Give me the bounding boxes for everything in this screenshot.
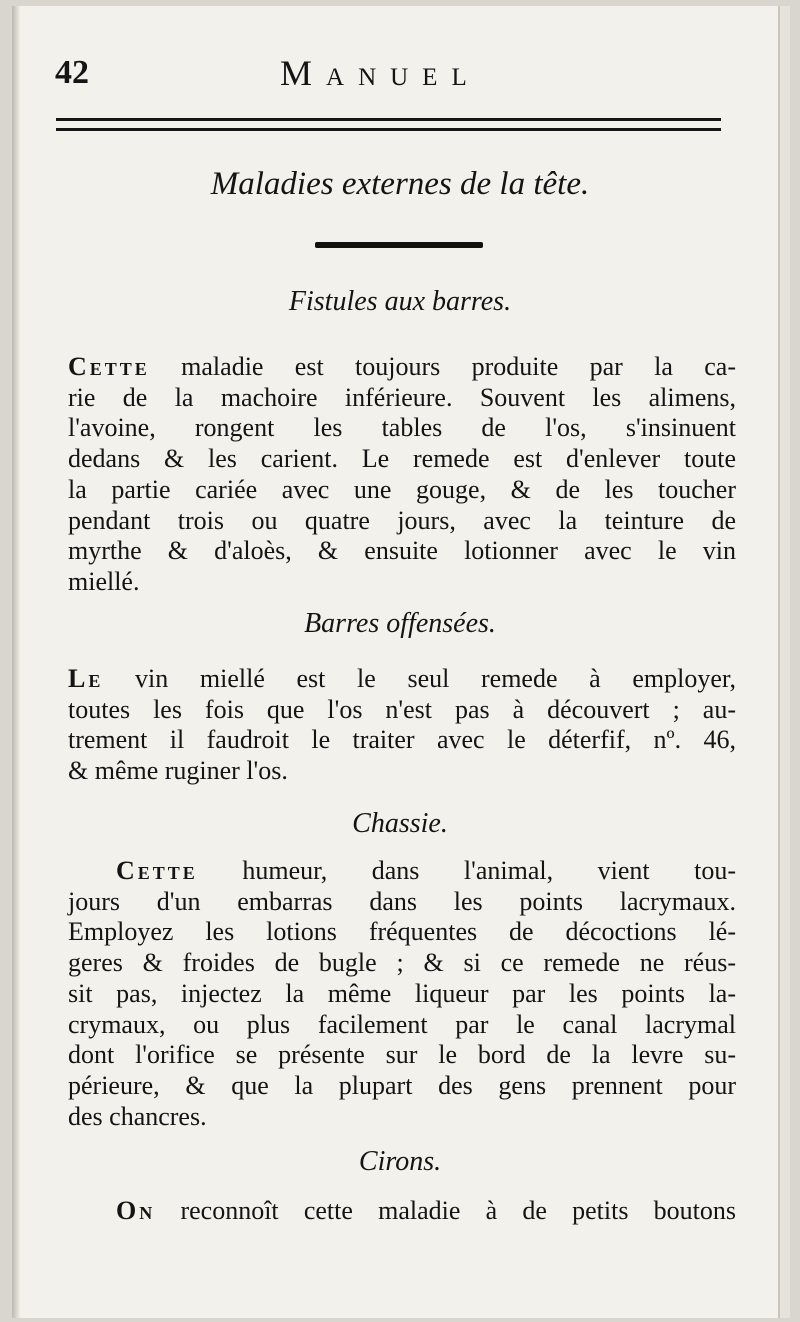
paragraph-line: Employez les lotions fréquentes de décoctions lé- [68,917,736,947]
paragraph-line: l'avoine, rongent les tables de l'os, s'insinuent [68,413,736,443]
paragraph-line: pendant trois ou quatre jours, avec la teinture de [68,505,736,535]
paragraph-chassie [68,856,736,1132]
paragraph-line: crymaux, ou plus facilement par le canal lacrymal [68,1009,736,1039]
paragraph-line: la partie cariée avec une gouge, & de les toucher [68,474,736,504]
chapter-title: Maladies externes de la tête. [210,166,590,202]
paragraph-line: périeure, & que la plupart des gens prennent pour [68,1070,736,1100]
drop-word: On [116,1196,156,1225]
drop-word: Cette [68,352,150,381]
paragraph-line: trement il faudroit le traiter avec le déterfif, nº. 46, [68,725,736,755]
running-header [55,50,725,100]
paragraph-line: dedans & les carient. Le remede est d'enlever toute [68,444,736,474]
paragraph-line: dont l'orifice se présente sur le bord de la levre su- [68,1040,736,1070]
paragraph-line: miellé. [68,566,140,596]
paragraph-line: geres & froides de bugle ; & si ce remede ne réus- [68,948,736,978]
paragraph-line: des chancres. [68,1101,207,1131]
paragraph-line [68,352,736,383]
paragraph-line: Le vin miellé est le seul remede à employer, [68,664,736,693]
section-heading-cirons: Cirons. [358,1146,442,1177]
paragraph-line: rie de la machoire inférieure. Souvent les alimens, [68,382,737,412]
page-number: 42 [55,54,89,91]
running-title: Manuel [280,53,481,93]
paragraph-line: On reconnoît cette maladie à de petits boutons [116,1196,737,1225]
chapter-rule [315,242,483,248]
header-double-rule [56,118,721,131]
paragraph-barres [68,664,736,787]
drop-word: Le [68,664,104,693]
paragraph-line: jours d'un embarras dans les points lacrymaux. [68,886,736,916]
paragraph-line: myrthe & d'aloès, & ensuite lotionner avec le vin [68,536,736,566]
paragraph-cirons [68,1196,736,1227]
section-heading-chassie: Chassie. [352,808,448,839]
section-heading-barres: Barres offensées. [304,608,496,639]
paragraph-line: sit pas, injectez la même liqueur par les points la- [68,978,736,1008]
drop-word: Cette [116,856,198,885]
paragraph-line: & même ruginer l'os. [68,756,288,786]
line-text: maladie est toujours produite par la ca- [181,352,737,381]
paragraph-line: toutes les fois que l'os n'est pas à découvert ; au- [68,694,736,724]
paragraph-line: Cette humeur, dans l'animal, vient tou- [116,856,736,885]
section-heading-fistules: Fistules aux barres. [288,286,512,317]
paragraph-fistules [68,352,736,598]
